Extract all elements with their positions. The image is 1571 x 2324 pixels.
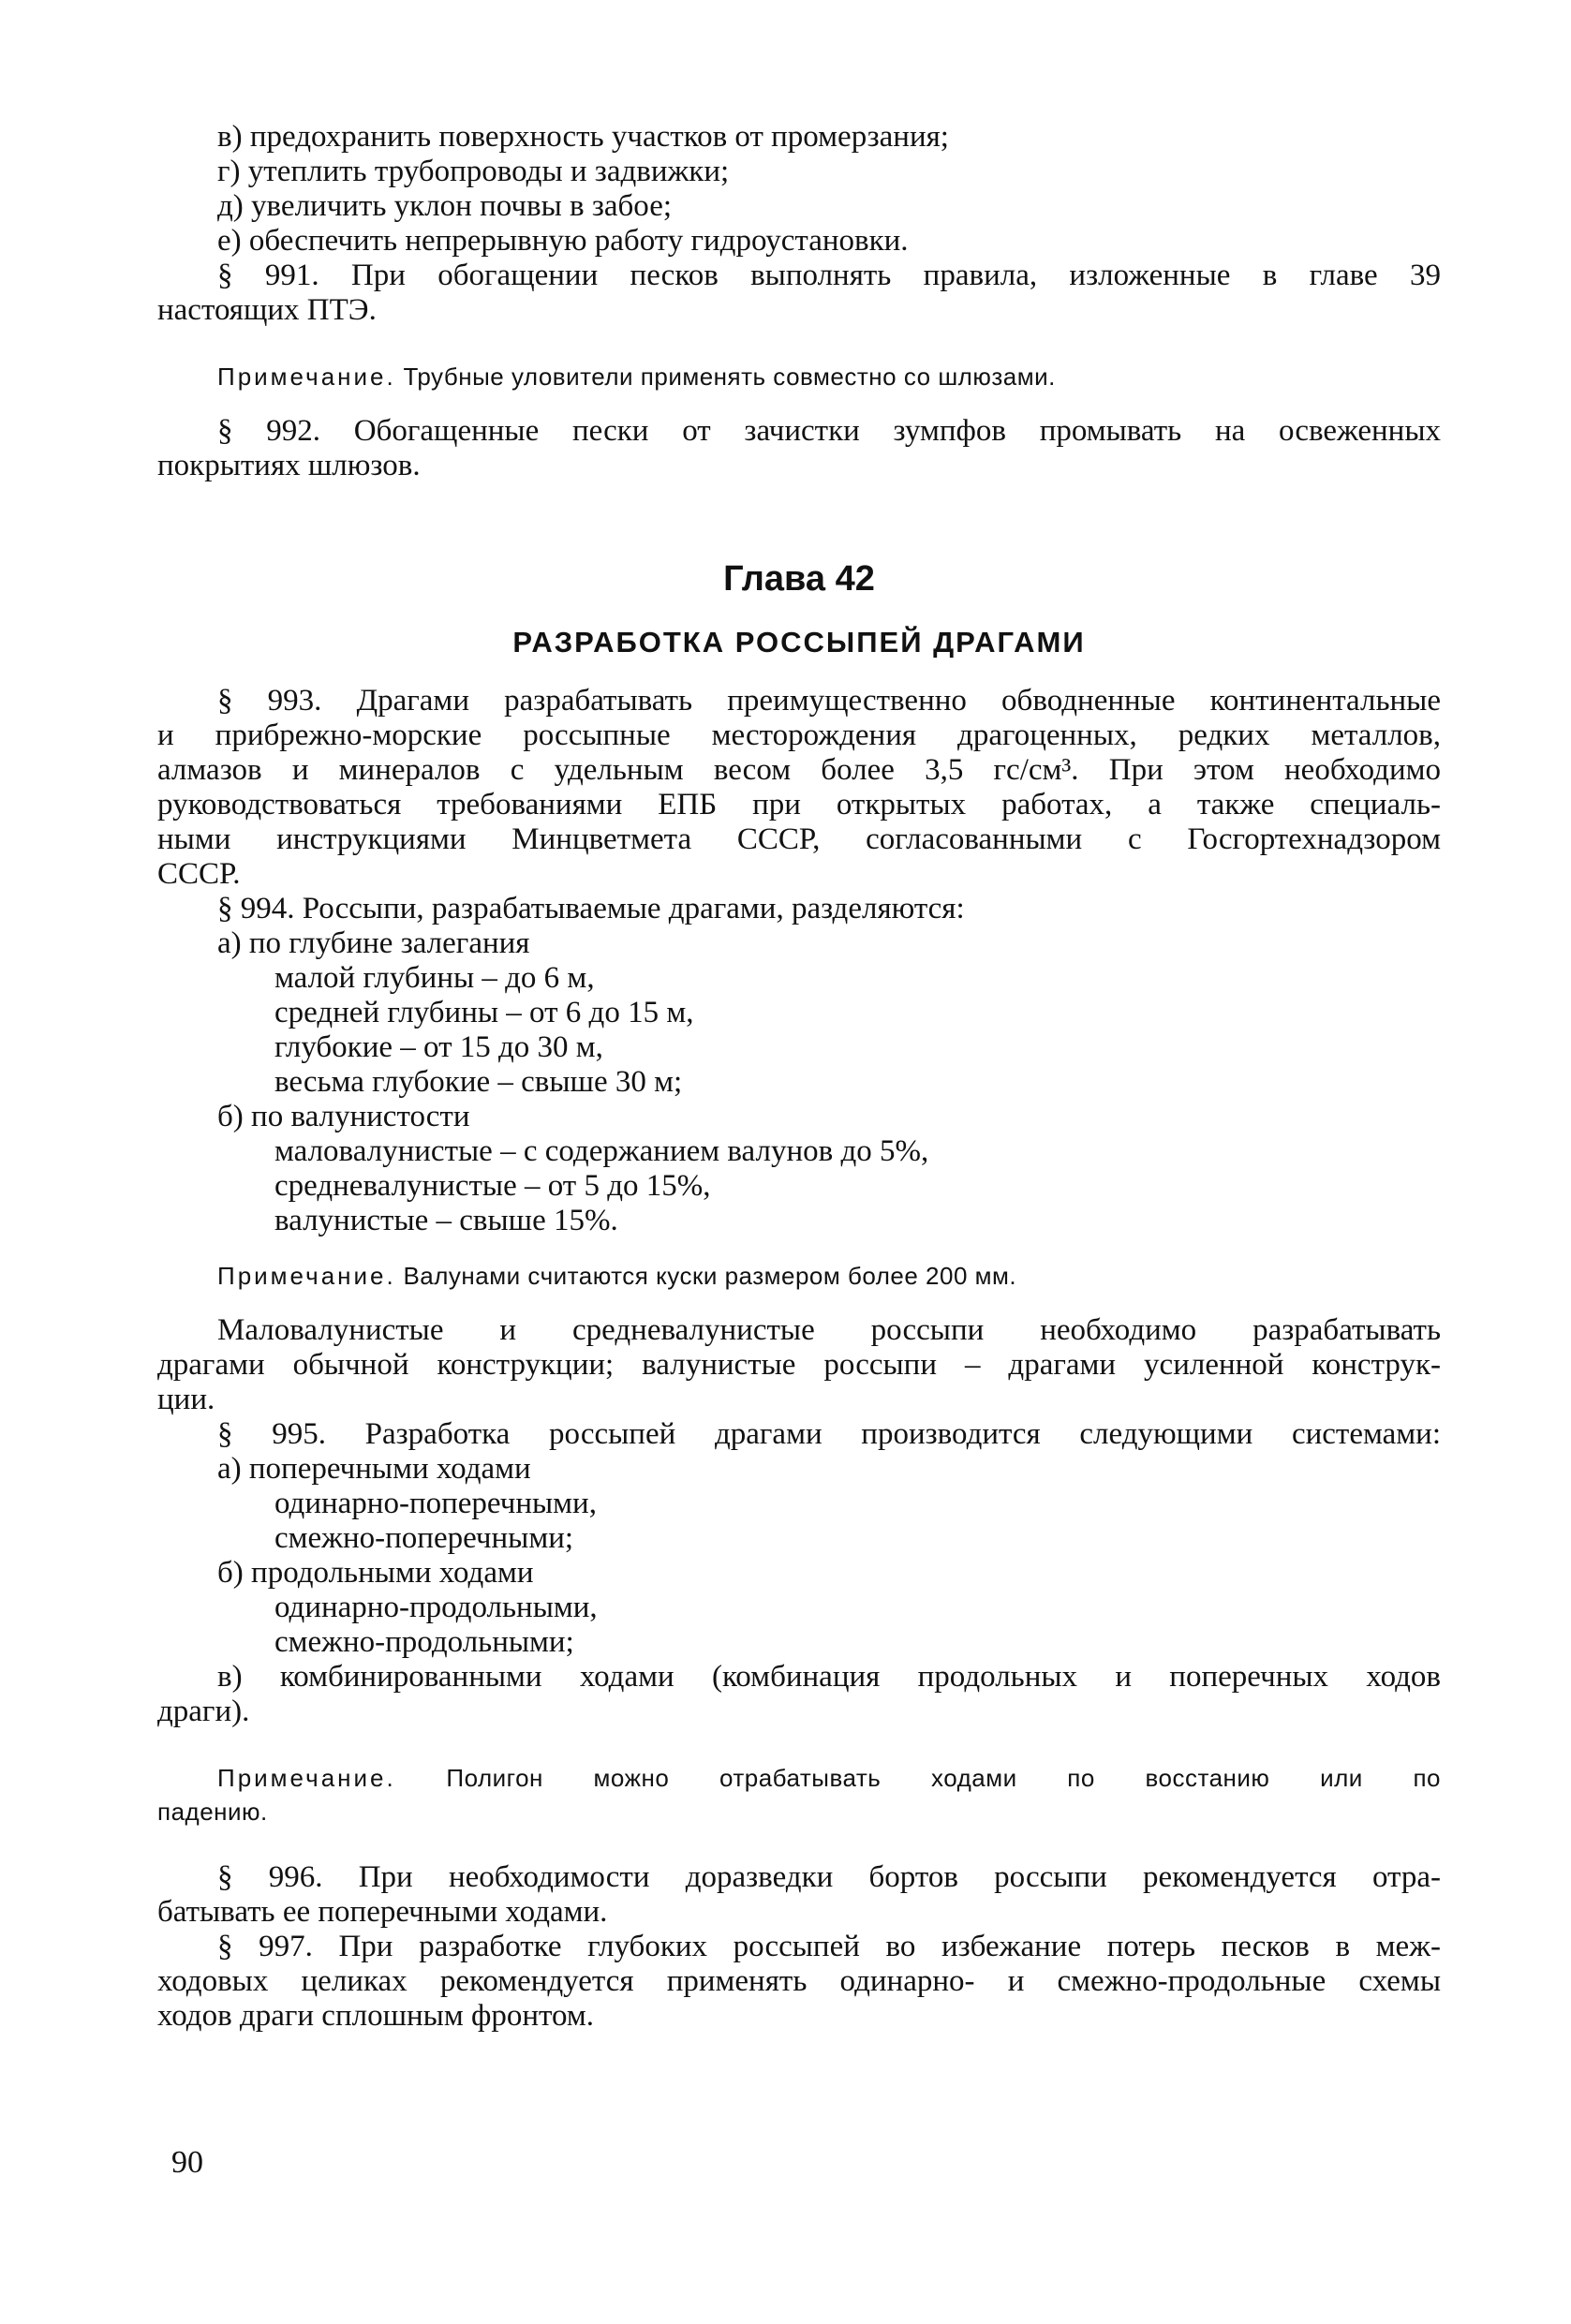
paragraph-993-line: ными инструкциями Минцветмета СССР, согласованными с Госгортехнадзором bbox=[157, 822, 1441, 856]
sub-item: малой глубины – до 6 м, bbox=[274, 961, 595, 995]
list-item-a: а) по глубине залегания bbox=[217, 926, 530, 960]
sub-item: маловалунистые – с содержанием валунов до 5%, bbox=[274, 1134, 929, 1168]
note-label: Примечание. bbox=[217, 1262, 396, 1290]
note-text: Трубные уловители применять совместно со шлюзами. bbox=[403, 363, 1056, 391]
note-3 bbox=[157, 1761, 1441, 1795]
paragraph-996-line: § 996. При необходимости доразведки бортов россыпи рекомендуется отра- bbox=[217, 1860, 1441, 1894]
list-item-a: а) поперечными ходами bbox=[217, 1452, 531, 1486]
paragraph-997-line: § 997. При разработке глубоких россыпей во избежание потерь песков в меж- bbox=[217, 1930, 1441, 1963]
paragraph-992-line: покрытиях шлюзов. bbox=[157, 449, 421, 482]
list-item-c: в) комбинированными ходами (комбинация продольных и поперечных ходов bbox=[217, 1660, 1441, 1694]
paragraph-994-intro: § 994. Россыпи, разрабатываемые драгами, разделяются: bbox=[217, 892, 965, 925]
page-number: 90 bbox=[171, 2145, 203, 2180]
note-label: Примечание. bbox=[217, 1764, 396, 1792]
sub-item: глубокие – от 15 до 30 м, bbox=[274, 1030, 603, 1064]
list-item: г) утеплить трубопроводы и задвижки; bbox=[217, 155, 730, 188]
note-2 bbox=[157, 1259, 1441, 1293]
paragraph-993-line: алмазов и минералов с удельным весом более 3,5 гс/см³. При этом необходимо bbox=[157, 753, 1441, 787]
paragraph-993-line: руководствоваться требованиями ЕПБ при открытых работах, а также специаль- bbox=[157, 788, 1441, 822]
paragraph-993-line: § 993. Драгами разрабатывать преимущественно обводненные континентальные bbox=[217, 684, 1441, 718]
paragraph-991-line: § 991. При обогащении песков выполнять правила, изложенные в главе 39 bbox=[217, 259, 1441, 292]
list-item-b: б) продольными ходами bbox=[217, 1556, 534, 1590]
paragraph-993-line: СССР. bbox=[157, 857, 241, 891]
note-3-cont: падению. bbox=[157, 1798, 268, 1826]
paragraph-991-line: настоящих ПТЭ. bbox=[157, 293, 377, 327]
paragraph-997-line: ходовых целиках рекомендуется применять одинарно- и смежно-продольные схемы bbox=[157, 1964, 1441, 1998]
paragraph-995-intro: § 995. Разработка россыпей драгами производится следующими системами: bbox=[217, 1417, 1441, 1451]
paragraph-993-line: и прибрежно-морские россыпные месторождения драгоценных, редких металлов, bbox=[157, 718, 1441, 752]
paragraph-996-line: батывать ее поперечными ходами. bbox=[157, 1895, 608, 1929]
sub-item: весьма глубокие – свыше 30 м; bbox=[274, 1065, 683, 1099]
chapter-number: Глава 42 bbox=[723, 559, 875, 599]
note-label: Примечание. bbox=[217, 363, 396, 391]
note-text: Полигон можно отрабатывать ходами по восстанию или по bbox=[446, 1764, 1441, 1792]
paragraph-997-line: ходов драги сплошным фронтом. bbox=[157, 1999, 594, 2033]
list-item: в) предохранить поверхность участков от промерзания; bbox=[217, 120, 949, 154]
chapter-title: РАЗРАБОТКА РОССЫПЕЙ ДРАГАМИ bbox=[512, 626, 1086, 659]
sub-item: одинарно-поперечными, bbox=[274, 1487, 597, 1520]
note-1 bbox=[157, 360, 1441, 393]
paragraph-boulder-line: Маловалунистые и средневалунистые россыпи необходимо разрабатывать bbox=[217, 1313, 1441, 1347]
list-item-c-cont: драги). bbox=[157, 1695, 250, 1728]
note-text: Валунами считаются куски размером более 200 мм. bbox=[403, 1262, 1017, 1290]
paragraph-992-line: § 992. Обогащенные пески от зачистки зумпфов промывать на освеженных bbox=[217, 414, 1441, 448]
paragraph-boulder-line: ции. bbox=[157, 1383, 215, 1416]
sub-item: одинарно-продольными, bbox=[274, 1591, 598, 1624]
sub-item: средней глубины – от 6 до 15 м, bbox=[274, 996, 694, 1029]
list-item: е) обеспечить непрерывную работу гидроустановки. bbox=[217, 224, 909, 258]
paragraph-boulder-line: драгами обычной конструкции; валунистые россыпи – драгами усиленной конструк- bbox=[157, 1348, 1441, 1382]
sub-item: смежно-продольными; bbox=[274, 1625, 574, 1659]
list-item-b: б) по валунистости bbox=[217, 1100, 470, 1133]
list-item: д) увеличить уклон почвы в забое; bbox=[217, 189, 673, 223]
sub-item: средневалунистые – от 5 до 15%, bbox=[274, 1169, 711, 1203]
text-column bbox=[157, 120, 1441, 2034]
sub-item: смежно-поперечными; bbox=[274, 1521, 574, 1555]
sub-item: валунистые – свыше 15%. bbox=[274, 1204, 618, 1237]
